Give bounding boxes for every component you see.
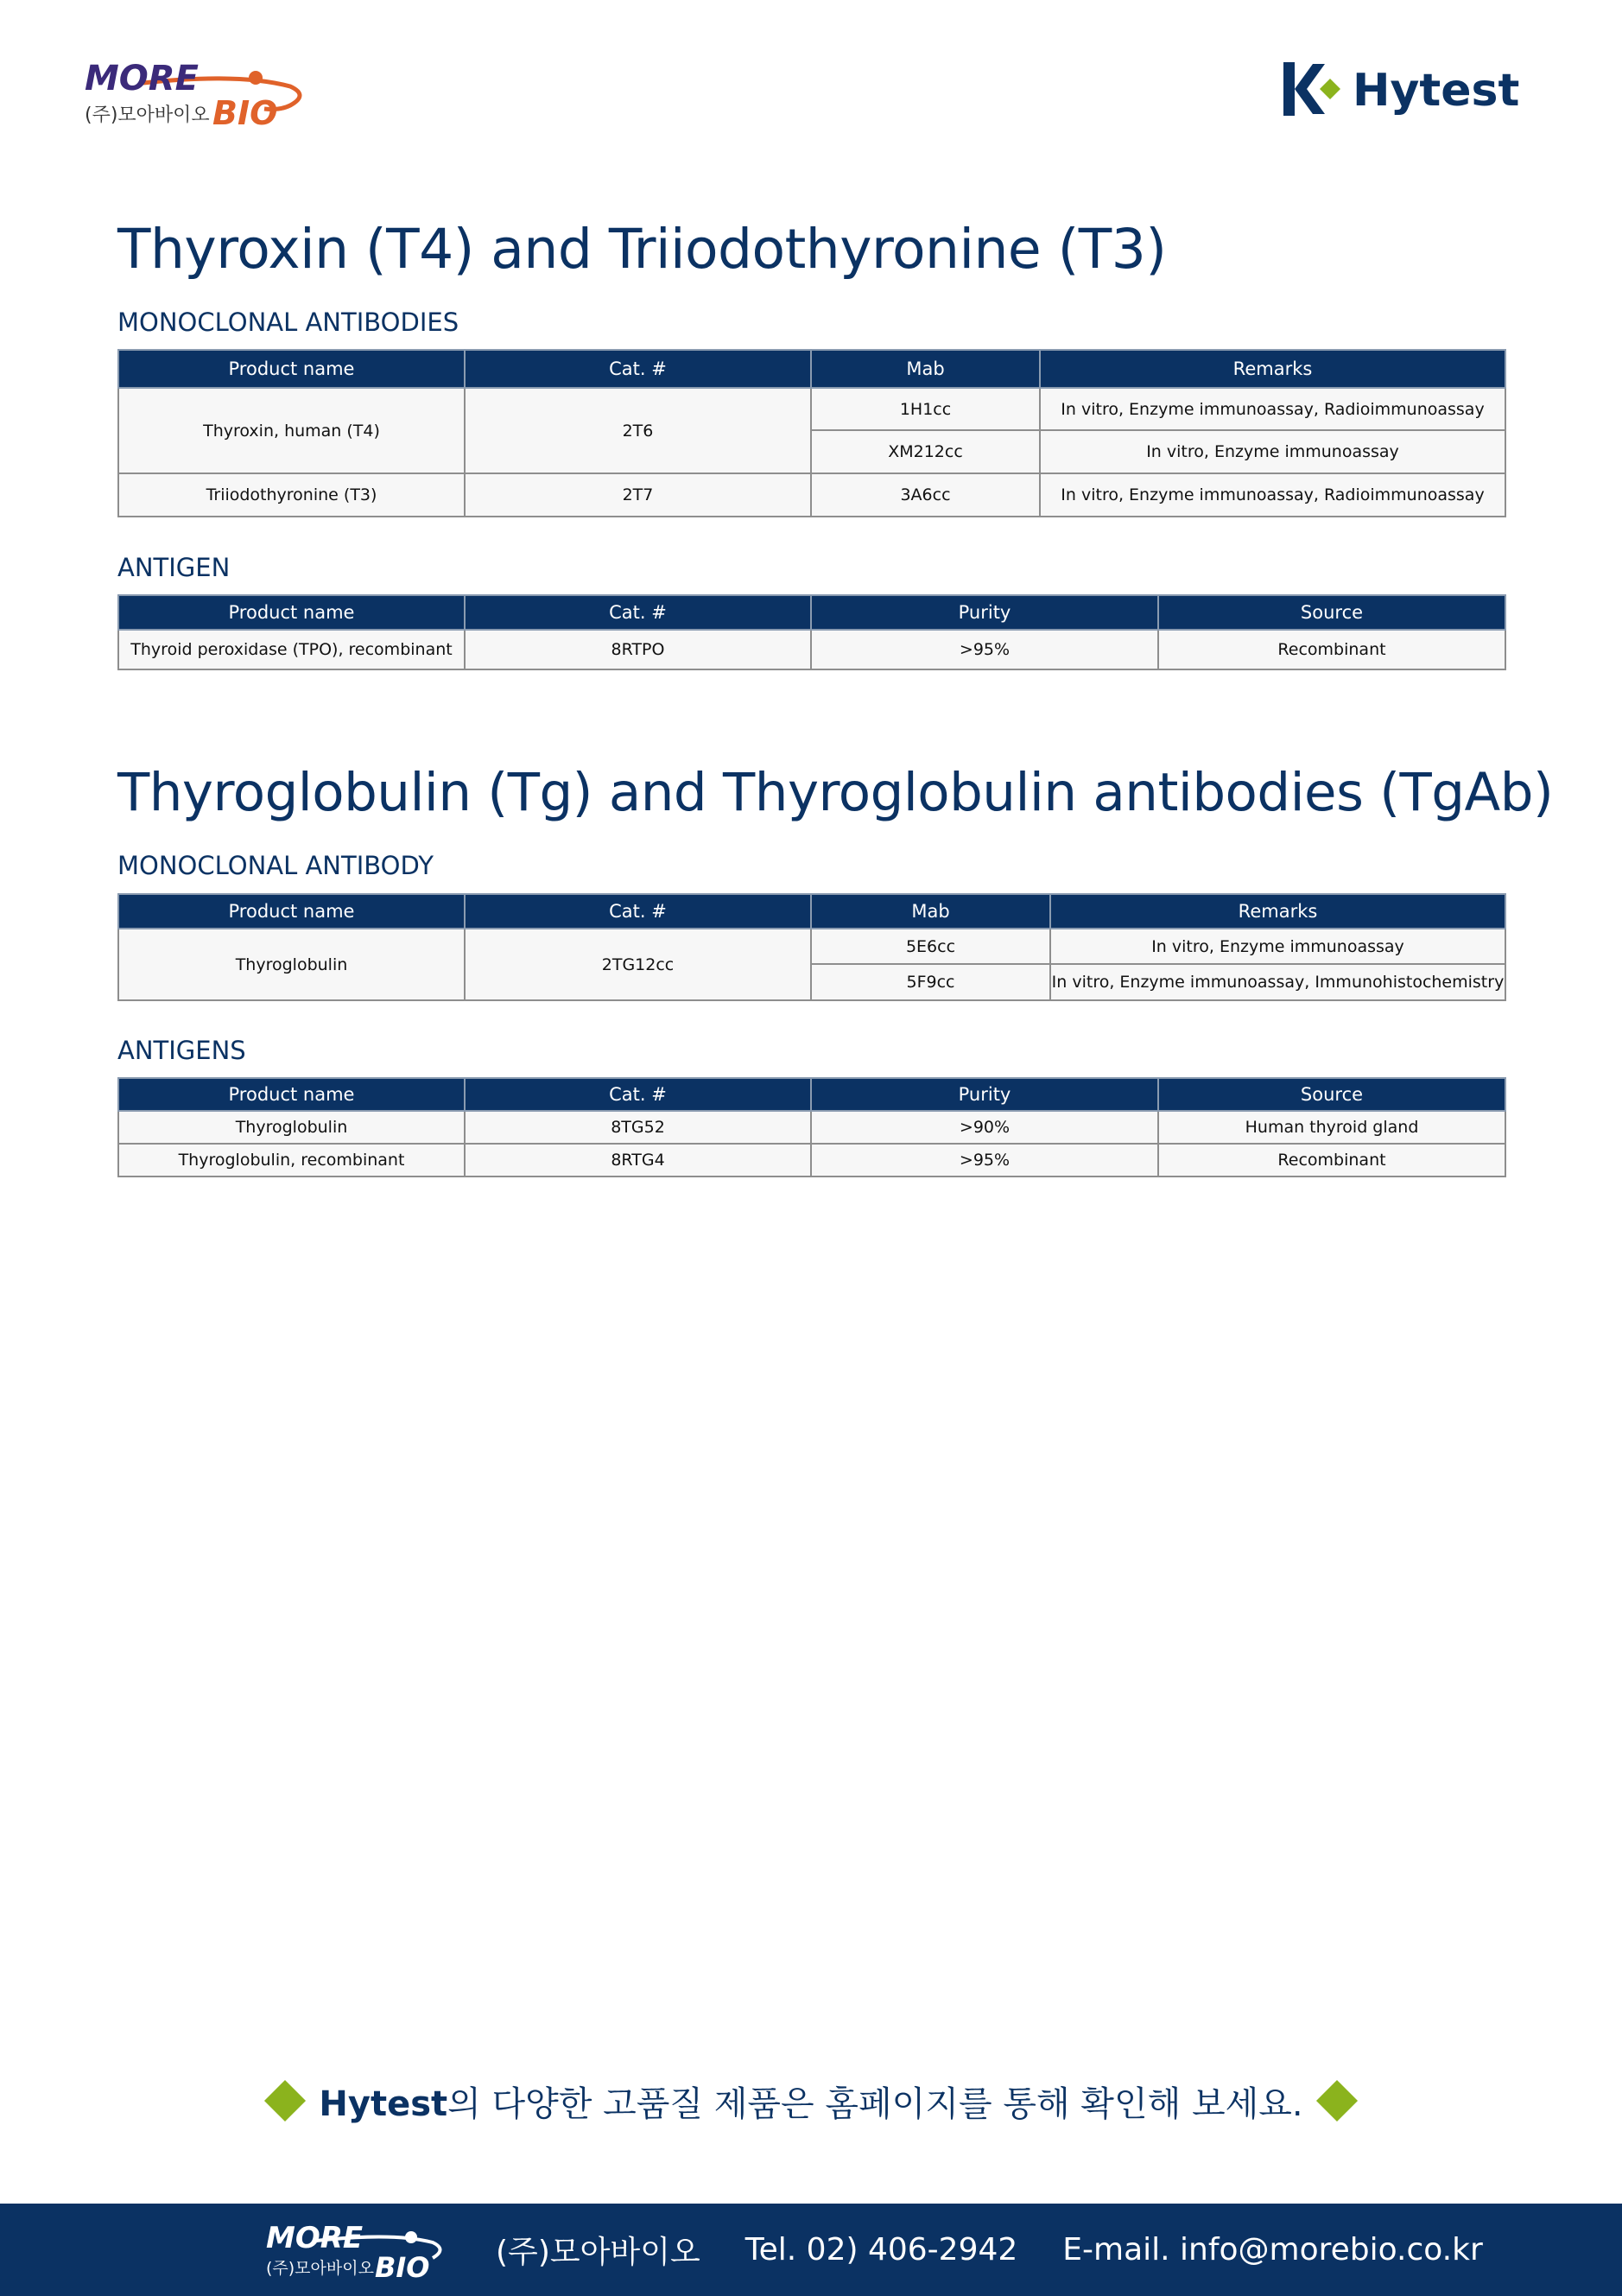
remarks-cell: In vitro, Enzyme immunoassay bbox=[1050, 929, 1505, 964]
section1-antigen-table bbox=[117, 594, 1506, 670]
table-row bbox=[118, 630, 1505, 669]
col-header-product: Product name bbox=[118, 1078, 465, 1111]
col-header-cat: Cat. # bbox=[465, 595, 811, 630]
mab-cell: 5E6cc bbox=[811, 929, 1050, 964]
green-diamond-icon bbox=[1316, 2080, 1358, 2122]
remarks-cell: In vitro, Enzyme immunoassay, Immunohistochemistry bbox=[1050, 964, 1505, 1000]
section2-antigen-table bbox=[117, 1077, 1506, 1177]
green-diamond-icon bbox=[264, 2080, 306, 2122]
purity-cell: >95% bbox=[811, 1144, 1158, 1177]
product-cell: Thyroid peroxidase (TPO), recombinant bbox=[118, 630, 465, 669]
product-cell: Triiodothyronine (T3) bbox=[118, 473, 465, 517]
cat-cell: 2T6 bbox=[465, 388, 811, 473]
mab-cell: 1H1cc bbox=[811, 388, 1040, 430]
footer-bar bbox=[0, 2204, 1622, 2296]
product-cell: Thyroxin, human (T4) bbox=[118, 388, 465, 473]
section2-mab-table bbox=[117, 893, 1506, 1001]
morebio-logo bbox=[83, 57, 307, 135]
col-header-purity: Purity bbox=[811, 1078, 1158, 1111]
section1-mab-table bbox=[117, 349, 1506, 517]
remarks-cell: In vitro, Enzyme immunoassay, Radioimmunoassay bbox=[1040, 473, 1505, 517]
footer-tel[interactable]: Tel. 02) 406-2942 bbox=[744, 2232, 1018, 2267]
callout-message: 의 다양한 고품질 제품은 홈페이지를 통해 확인해 보세요. bbox=[447, 2084, 1303, 2124]
col-header-mab: Mab bbox=[811, 350, 1040, 388]
col-header-mab: Mab bbox=[811, 894, 1050, 929]
cat-cell: 2TG12cc bbox=[465, 929, 811, 1000]
morebio-logo-word2: BIO bbox=[212, 94, 278, 132]
cat-cell: 8RTG4 bbox=[465, 1144, 811, 1177]
cat-cell: 8RTPO bbox=[465, 630, 811, 669]
col-header-cat: Cat. # bbox=[465, 894, 811, 929]
table-row bbox=[118, 1111, 1505, 1144]
col-header-source: Source bbox=[1158, 1078, 1505, 1111]
col-header-source: Source bbox=[1158, 595, 1505, 630]
footer-logo-korean: (주)모아바이오 bbox=[266, 2258, 374, 2278]
col-header-product: Product name bbox=[118, 350, 465, 388]
source-cell: Recombinant bbox=[1158, 630, 1505, 669]
table-row bbox=[118, 388, 1505, 430]
footer-morebio-logo bbox=[264, 2220, 447, 2280]
table-row bbox=[118, 929, 1505, 964]
product-cell: Thyroglobulin bbox=[118, 1111, 465, 1144]
footer-logo-word1: MORE bbox=[266, 2220, 364, 2255]
col-header-purity: Purity bbox=[811, 595, 1158, 630]
homepage-callout bbox=[0, 2073, 1622, 2128]
product-cell: Thyroglobulin, recombinant bbox=[118, 1144, 465, 1177]
purity-cell: >95% bbox=[811, 630, 1158, 669]
mab-cell: XM212cc bbox=[811, 430, 1040, 473]
col-header-product: Product name bbox=[118, 894, 465, 929]
source-cell: Recombinant bbox=[1158, 1144, 1505, 1177]
hytest-logo bbox=[1278, 57, 1537, 126]
remarks-cell: In vitro, Enzyme immunoassay bbox=[1040, 430, 1505, 473]
remarks-cell: In vitro, Enzyme immunoassay, Radioimmunoassay bbox=[1040, 388, 1505, 430]
col-header-remarks: Remarks bbox=[1050, 894, 1505, 929]
section1-title: Thyroxin (T4) and Triiodothyronine (T3) bbox=[117, 218, 1167, 281]
callout-text bbox=[319, 2077, 1302, 2126]
callout-brand: Hytest bbox=[319, 2084, 448, 2124]
hytest-mark-icon bbox=[1283, 62, 1340, 116]
section1-mab-heading: MONOCLONAL ANTIBODIES bbox=[117, 308, 459, 337]
section1-antigen-heading: ANTIGEN bbox=[117, 553, 231, 582]
col-header-product: Product name bbox=[118, 595, 465, 630]
morebio-logo-korean: (주)모아바이오 bbox=[85, 105, 210, 126]
footer-email[interactable]: E-mail. info@morebio.co.kr bbox=[1062, 2232, 1483, 2267]
col-header-remarks: Remarks bbox=[1040, 350, 1505, 388]
mab-cell: 3A6cc bbox=[811, 473, 1040, 517]
mab-cell: 5F9cc bbox=[811, 964, 1050, 1000]
hytest-logo-text: Hytest bbox=[1353, 65, 1520, 117]
footer-company: (주)모아바이오 bbox=[496, 2235, 700, 2270]
table-row bbox=[118, 1144, 1505, 1177]
section2-title: Thyroglobulin (Tg) and Thyroglobulin antibodies (TgAb) bbox=[117, 762, 1554, 823]
source-cell: Human thyroid gland bbox=[1158, 1111, 1505, 1144]
cat-cell: 2T7 bbox=[465, 473, 811, 517]
product-cell: Thyroglobulin bbox=[118, 929, 465, 1000]
table-row bbox=[118, 473, 1505, 517]
section2-mab-heading: MONOCLONAL ANTIBODY bbox=[117, 851, 434, 880]
col-header-cat: Cat. # bbox=[465, 350, 811, 388]
purity-cell: >90% bbox=[811, 1111, 1158, 1144]
section2-antigen-heading: ANTIGENS bbox=[117, 1036, 246, 1065]
col-header-cat: Cat. # bbox=[465, 1078, 811, 1111]
footer-logo-word2: BIO bbox=[375, 2250, 430, 2280]
cat-cell: 8TG52 bbox=[465, 1111, 811, 1144]
morebio-logo-word1: MORE bbox=[85, 59, 199, 98]
